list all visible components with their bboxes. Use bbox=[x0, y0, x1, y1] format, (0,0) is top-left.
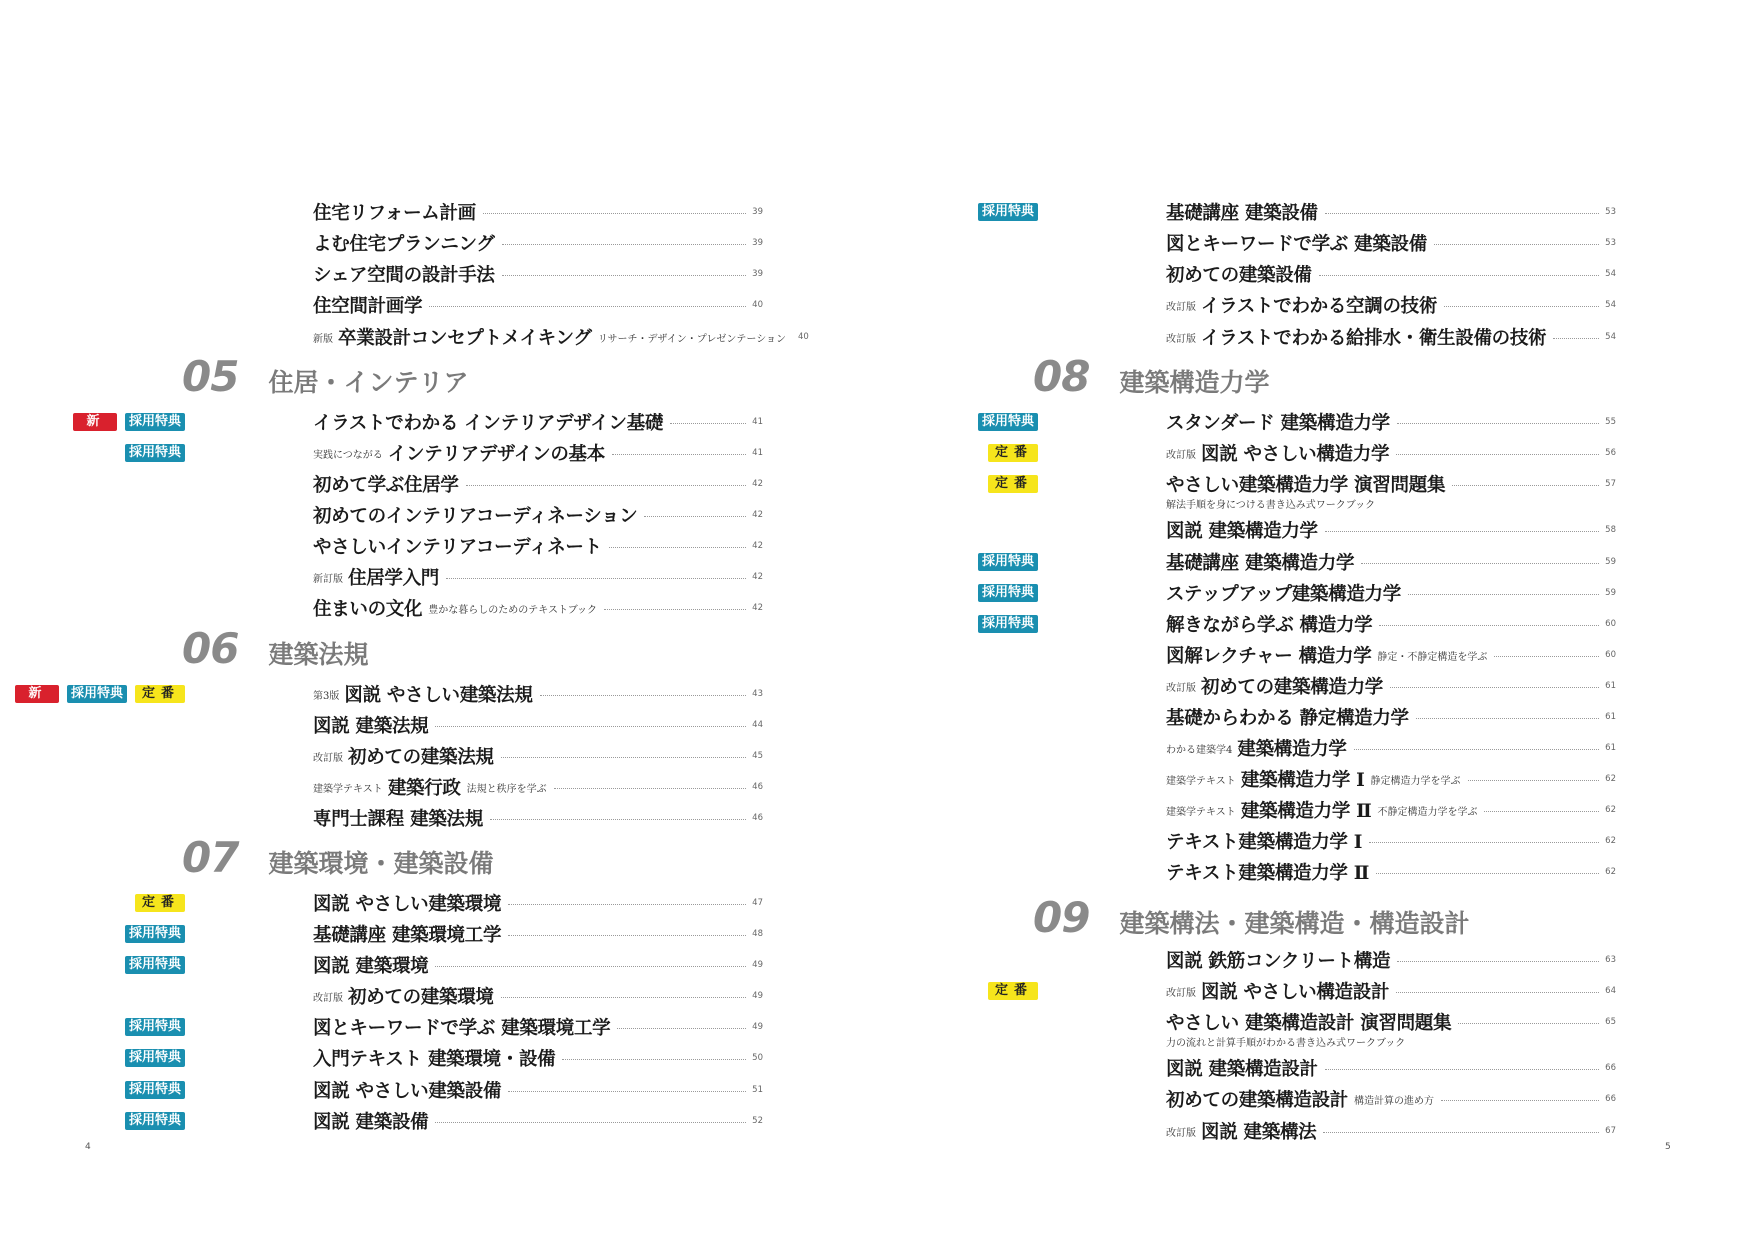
page-ref: 57 bbox=[1605, 479, 1616, 489]
page-ref: 43 bbox=[752, 689, 763, 699]
new-release-badge: 新刊 bbox=[73, 413, 117, 431]
toc-entry[interactable] bbox=[1166, 515, 1616, 545]
toc-entry[interactable] bbox=[313, 407, 763, 437]
edition-label: 実践につながる bbox=[313, 449, 383, 461]
dot-leader bbox=[490, 819, 746, 820]
dot-leader bbox=[501, 997, 746, 998]
toc-entry[interactable] bbox=[313, 438, 763, 468]
page-ref: 46 bbox=[752, 782, 763, 792]
book-title[interactable]: 建築構造力学 Ⅱ bbox=[1240, 801, 1372, 822]
book-title[interactable]: 図説 やさしい建築法規 bbox=[344, 685, 533, 706]
dot-leader bbox=[508, 1091, 746, 1092]
page-ref: 64 bbox=[1605, 986, 1616, 996]
book-title[interactable]: イラストでわかる空調の技術 bbox=[1201, 296, 1438, 317]
edition-label: 改訂版 bbox=[1166, 333, 1196, 345]
dot-leader bbox=[446, 578, 746, 579]
page-ref: 59 bbox=[1605, 588, 1616, 598]
edition-label: 改訂版 bbox=[1166, 987, 1196, 999]
badge-group bbox=[125, 438, 185, 468]
toc-entry[interactable] bbox=[1166, 733, 1616, 763]
dot-leader bbox=[1441, 1100, 1599, 1101]
page-ref: 53 bbox=[1605, 207, 1616, 217]
book-title[interactable]: やさしいインテリアコーディネート bbox=[313, 537, 602, 558]
page-ref: 63 bbox=[1605, 955, 1616, 965]
page-ref: 56 bbox=[1605, 448, 1616, 458]
dot-leader bbox=[435, 966, 746, 967]
book-title[interactable]: 図説 建築構法 bbox=[1201, 1122, 1317, 1143]
toc-entry[interactable] bbox=[313, 950, 763, 980]
page-ref: 50 bbox=[752, 1053, 763, 1063]
dot-leader bbox=[604, 609, 746, 610]
dot-leader bbox=[554, 788, 746, 789]
dot-leader bbox=[562, 1059, 746, 1060]
toc-entry[interactable] bbox=[313, 593, 763, 623]
adoption-benefit-badge: 採用特典 bbox=[978, 584, 1038, 602]
badge-group bbox=[125, 1075, 185, 1105]
toc-entry[interactable] bbox=[313, 469, 763, 499]
toc-entry[interactable] bbox=[1166, 976, 1616, 1006]
toc-entry[interactable] bbox=[313, 981, 763, 1011]
toc-entry[interactable] bbox=[313, 1075, 763, 1105]
dot-leader bbox=[435, 726, 746, 727]
book-title[interactable]: 建築構造力学 bbox=[1237, 739, 1347, 760]
book-title[interactable]: 基礎講座 建築環境工学 bbox=[313, 925, 502, 946]
toc-entry[interactable] bbox=[313, 500, 763, 530]
adoption-benefit-badge: 採用特典 bbox=[978, 413, 1038, 431]
book-title[interactable]: 図説 やさしい建築環境 bbox=[313, 894, 502, 915]
adoption-benefit-badge: 採用特典 bbox=[978, 553, 1038, 571]
dot-leader bbox=[1369, 842, 1599, 843]
standard-title-badge: 定番 bbox=[988, 444, 1038, 462]
toc-entry[interactable] bbox=[313, 562, 763, 592]
page-ref: 55 bbox=[1605, 417, 1616, 427]
dot-leader bbox=[1319, 275, 1599, 276]
book-title[interactable]: 入門テキスト 建築環境・設備 bbox=[313, 1049, 556, 1070]
page-ref: 65 bbox=[1605, 1017, 1616, 1027]
standard-title-badge: 定番 bbox=[135, 685, 185, 703]
book-subtitle: 法規と秩序を学ぶ bbox=[466, 783, 547, 795]
section-heading bbox=[182, 833, 493, 882]
book-title[interactable]: 図説 やさしい構造設計 bbox=[1201, 982, 1390, 1003]
toc-entry[interactable] bbox=[1166, 826, 1616, 856]
page-ref: 61 bbox=[1605, 743, 1616, 753]
edition-label: 改訂版 bbox=[1166, 449, 1196, 461]
book-title[interactable]: 図説 やさしい建築設備 bbox=[313, 1081, 502, 1102]
book-note: 解法手順を身につける書き込み式ワークブック bbox=[1166, 500, 1376, 511]
dot-leader bbox=[1323, 1132, 1599, 1133]
adoption-benefit-badge: 採用特典 bbox=[125, 444, 185, 462]
page-ref: 66 bbox=[1605, 1094, 1616, 1104]
book-title[interactable]: 卒業設計コンセプトメイキング bbox=[338, 328, 592, 349]
page-ref: 66 bbox=[1605, 1063, 1616, 1073]
section-title: 建築構造力学 bbox=[1119, 368, 1270, 397]
book-title[interactable]: 図とキーワードで学ぶ 建築環境工学 bbox=[313, 1018, 611, 1039]
toc-entry[interactable] bbox=[1166, 578, 1616, 608]
dot-leader bbox=[1325, 213, 1599, 214]
page-ref: 54 bbox=[1605, 332, 1616, 342]
book-title[interactable]: 初めての建築構造力学 bbox=[1201, 677, 1384, 698]
edition-label: 改訂版 bbox=[313, 992, 343, 1004]
book-subtitle: 構造計算の進め方 bbox=[1354, 1095, 1435, 1107]
dot-leader bbox=[429, 306, 746, 307]
section-heading bbox=[1033, 352, 1269, 401]
book-title[interactable]: テキスト建築構造力学 Ⅱ bbox=[1166, 863, 1370, 884]
toc-entry[interactable] bbox=[1166, 228, 1616, 258]
toc-entry[interactable] bbox=[1166, 945, 1616, 975]
page-ref: 60 bbox=[1605, 650, 1616, 660]
book-title[interactable]: 解きながら学ぶ 構造力学 bbox=[1166, 615, 1373, 636]
toc-entry[interactable] bbox=[1166, 438, 1616, 468]
book-title[interactable]: やさしい建築構造力学 演習問題集 bbox=[1166, 475, 1446, 496]
book-title[interactable]: 住空間計画学 bbox=[313, 296, 423, 317]
toc-entry[interactable] bbox=[313, 1012, 763, 1042]
page-ref: 40 bbox=[798, 332, 809, 342]
book-title[interactable]: 初めての建築構造設計 bbox=[1166, 1090, 1349, 1111]
page-ref: 62 bbox=[1605, 805, 1616, 815]
page-ref: 46 bbox=[752, 813, 763, 823]
toc-entry[interactable] bbox=[1166, 671, 1616, 701]
badge-group bbox=[125, 1012, 185, 1042]
toc-entry[interactable] bbox=[1166, 640, 1616, 670]
toc-entry[interactable] bbox=[1166, 795, 1616, 825]
badge-group bbox=[125, 950, 185, 980]
page-ref: 44 bbox=[752, 720, 763, 730]
dot-leader bbox=[466, 485, 746, 486]
badge-group bbox=[988, 469, 1038, 499]
edition-label: 改訂版 bbox=[313, 752, 343, 764]
page-ref: 53 bbox=[1605, 238, 1616, 248]
book-title[interactable]: 住宅リフォーム計画 bbox=[313, 203, 476, 224]
adoption-benefit-badge: 採用特典 bbox=[67, 685, 127, 703]
book-title[interactable]: 図説 建築環境 bbox=[313, 956, 429, 977]
adoption-benefit-badge: 採用特典 bbox=[125, 1049, 185, 1067]
dot-leader bbox=[612, 454, 746, 455]
book-title[interactable]: インテリアデザインの基本 bbox=[387, 444, 605, 465]
dot-leader bbox=[644, 516, 746, 517]
dot-leader bbox=[501, 757, 746, 758]
toc-entry[interactable] bbox=[313, 679, 763, 709]
badge-group bbox=[125, 1106, 185, 1136]
toc-entry[interactable] bbox=[313, 531, 763, 561]
page-ref: 51 bbox=[752, 1085, 763, 1095]
dot-leader bbox=[508, 935, 746, 936]
toc-entry[interactable] bbox=[1166, 469, 1616, 499]
book-subtitle: 豊かな暮らしのためのテキストブック bbox=[428, 604, 598, 616]
dot-leader bbox=[1361, 563, 1599, 564]
page-ref: 49 bbox=[752, 1022, 763, 1032]
badge-group bbox=[978, 547, 1038, 577]
badge-group bbox=[125, 919, 185, 949]
book-title[interactable]: イラストでわかる給排水・衛生設備の技術 bbox=[1201, 328, 1547, 349]
dot-leader bbox=[502, 244, 746, 245]
dot-leader bbox=[1553, 338, 1599, 339]
section-title: 住居・インテリア bbox=[268, 368, 469, 397]
page-ref: 59 bbox=[1605, 557, 1616, 567]
page-ref: 49 bbox=[752, 960, 763, 970]
page-ref: 42 bbox=[752, 603, 763, 613]
toc-entry[interactable] bbox=[1166, 764, 1616, 794]
book-title[interactable]: スタンダード 建築構造力学 bbox=[1166, 413, 1390, 434]
book-title[interactable]: イラストでわかる インテリアデザイン基礎 bbox=[313, 413, 664, 434]
dot-leader bbox=[1354, 749, 1599, 750]
adoption-benefit-badge: 採用特典 bbox=[125, 1081, 185, 1099]
toc-entry[interactable] bbox=[1166, 609, 1616, 639]
edition-label: 新版 bbox=[313, 333, 333, 345]
toc-entry[interactable] bbox=[313, 710, 763, 740]
edition-label: 建築学テキスト bbox=[1166, 775, 1236, 787]
section-heading bbox=[182, 624, 368, 673]
edition-label: 改訂版 bbox=[1166, 1127, 1196, 1139]
page-ref: 58 bbox=[1605, 525, 1616, 535]
page-ref: 39 bbox=[752, 269, 763, 279]
book-title[interactable]: 図説 鉄筋コンクリート構造 bbox=[1166, 951, 1391, 972]
toc-entry[interactable] bbox=[1166, 407, 1616, 437]
book-title[interactable]: 図説 建築構造設計 bbox=[1166, 1059, 1318, 1080]
book-title[interactable]: 図説 やさしい構造力学 bbox=[1201, 444, 1390, 465]
toc-entry[interactable] bbox=[1166, 547, 1616, 577]
dot-leader bbox=[435, 1122, 746, 1123]
page-ref: 60 bbox=[1605, 619, 1616, 629]
toc-entry[interactable] bbox=[313, 228, 763, 258]
badge-group bbox=[978, 197, 1038, 227]
edition-label: 新訂版 bbox=[313, 573, 343, 585]
toc-entry[interactable] bbox=[1166, 197, 1616, 227]
book-title[interactable]: 建築構造力学 Ⅰ bbox=[1240, 770, 1365, 791]
dot-leader bbox=[1397, 961, 1599, 962]
page-ref: 42 bbox=[752, 541, 763, 551]
adoption-benefit-badge: 採用特典 bbox=[978, 203, 1038, 221]
page-ref: 41 bbox=[752, 417, 763, 427]
book-title[interactable]: 住まいの文化 bbox=[313, 599, 423, 620]
dot-leader bbox=[1397, 423, 1599, 424]
adoption-benefit-badge: 採用特典 bbox=[125, 1112, 185, 1130]
page-ref: 47 bbox=[752, 898, 763, 908]
dot-leader bbox=[1325, 1069, 1599, 1070]
book-title[interactable]: シェア空間の設計手法 bbox=[313, 265, 495, 286]
edition-label: 第3版 bbox=[313, 690, 340, 702]
page-ref: 62 bbox=[1605, 867, 1616, 877]
page-ref: 62 bbox=[1605, 836, 1616, 846]
section-heading bbox=[1033, 893, 1469, 942]
dot-leader bbox=[508, 904, 746, 905]
book-title[interactable]: 基礎講座 建築設備 bbox=[1166, 203, 1318, 224]
book-title[interactable]: 住居学入門 bbox=[348, 568, 440, 589]
book-subtitle: 不静定構造力学を学ぶ bbox=[1377, 806, 1478, 818]
section-number: 05 bbox=[182, 352, 239, 401]
toc-entry[interactable] bbox=[313, 741, 763, 771]
badge-group bbox=[15, 679, 185, 719]
page-ref: 45 bbox=[752, 751, 763, 761]
edition-label: 改訂版 bbox=[1166, 682, 1196, 694]
toc-entry[interactable] bbox=[313, 290, 763, 320]
badge-group bbox=[988, 438, 1038, 468]
page-ref: 54 bbox=[1605, 300, 1616, 310]
toc-entry[interactable] bbox=[313, 322, 809, 352]
dot-leader bbox=[670, 423, 746, 424]
dot-leader bbox=[1376, 873, 1599, 874]
edition-label: わかる建築学4 bbox=[1166, 744, 1233, 756]
dot-leader bbox=[1390, 687, 1599, 688]
dot-leader bbox=[502, 275, 746, 276]
toc-entry[interactable] bbox=[1166, 702, 1616, 732]
page-ref: 67 bbox=[1605, 1126, 1616, 1136]
page-ref: 52 bbox=[752, 1116, 763, 1126]
dot-leader bbox=[1494, 656, 1599, 657]
section-title: 建築法規 bbox=[268, 640, 369, 669]
toc-entry[interactable] bbox=[1166, 259, 1616, 289]
page-ref: 48 bbox=[752, 929, 763, 939]
edition-label: 改訂版 bbox=[1166, 301, 1196, 313]
dot-leader bbox=[1325, 531, 1599, 532]
badge-group bbox=[978, 578, 1038, 608]
book-title[interactable]: 図説 建築構造力学 bbox=[1166, 521, 1318, 542]
page-ref: 54 bbox=[1605, 269, 1616, 279]
toc-entry[interactable] bbox=[1166, 322, 1616, 352]
section-number: 06 bbox=[182, 624, 239, 673]
toc-entry[interactable] bbox=[313, 888, 763, 918]
section-title: 建築構法・建築構造・構造設計 bbox=[1119, 909, 1470, 938]
section-number: 08 bbox=[1033, 352, 1090, 401]
section-heading bbox=[182, 352, 468, 401]
adoption-benefit-badge: 採用特典 bbox=[978, 615, 1038, 633]
book-subtitle: 静定構造力学を学ぶ bbox=[1370, 775, 1461, 787]
page-ref: 61 bbox=[1605, 681, 1616, 691]
dot-leader bbox=[1484, 811, 1599, 812]
badge-group bbox=[135, 888, 185, 918]
page-ref: 40 bbox=[752, 300, 763, 310]
page-ref: 39 bbox=[752, 238, 763, 248]
badge-group bbox=[73, 407, 185, 447]
toc-entry[interactable] bbox=[1166, 1116, 1616, 1146]
toc-entry[interactable] bbox=[1166, 1084, 1616, 1114]
page-number-right: 5 bbox=[1665, 1142, 1671, 1152]
dot-leader bbox=[540, 695, 746, 696]
toc-entry[interactable] bbox=[313, 1043, 763, 1073]
book-title[interactable]: 初めてのインテリアコーディネーション bbox=[313, 506, 638, 527]
page-number-left: 4 bbox=[85, 1142, 91, 1152]
dot-leader bbox=[483, 213, 746, 214]
dot-leader bbox=[1379, 625, 1599, 626]
standard-title-badge: 定番 bbox=[988, 982, 1038, 1000]
book-title[interactable]: 図説 建築法規 bbox=[313, 716, 429, 737]
page-ref: 42 bbox=[752, 572, 763, 582]
edition-label: 建築学テキスト bbox=[1166, 806, 1236, 818]
dot-leader bbox=[609, 547, 746, 548]
book-title[interactable]: 基礎からわかる 静定構造力学 bbox=[1166, 708, 1409, 729]
book-title[interactable]: 初めての建築設備 bbox=[1166, 265, 1312, 286]
toc-entry[interactable] bbox=[313, 772, 763, 802]
dot-leader bbox=[1452, 485, 1599, 486]
book-title[interactable]: 初めて学ぶ住居学 bbox=[313, 475, 459, 496]
page-ref: 49 bbox=[752, 991, 763, 1001]
badge-group bbox=[978, 407, 1038, 437]
book-title[interactable]: 専門士課程 建築法規 bbox=[313, 809, 483, 830]
dot-leader bbox=[1416, 718, 1599, 719]
toc-entry[interactable] bbox=[1166, 290, 1616, 320]
book-title[interactable]: ステップアップ建築構造力学 bbox=[1166, 584, 1401, 605]
badge-group bbox=[978, 609, 1038, 639]
toc-entry[interactable] bbox=[313, 1106, 763, 1136]
dot-leader bbox=[1396, 454, 1599, 455]
edition-label: 建築学テキスト bbox=[313, 783, 383, 795]
adoption-benefit-badge: 採用特典 bbox=[125, 1018, 185, 1036]
badge-group bbox=[988, 976, 1038, 1006]
dot-leader bbox=[1444, 306, 1599, 307]
toc-entry[interactable] bbox=[313, 803, 763, 833]
book-title[interactable]: 建築行政 bbox=[387, 778, 461, 799]
section-number: 09 bbox=[1033, 893, 1090, 942]
dot-leader bbox=[1468, 780, 1599, 781]
book-note: 力の流れと計算手順がわかる書き込み式ワークブック bbox=[1166, 1038, 1406, 1049]
book-title[interactable]: 図説 建築設備 bbox=[313, 1112, 429, 1133]
page-ref: 62 bbox=[1605, 774, 1616, 784]
toc-entry[interactable] bbox=[313, 197, 763, 227]
dot-leader bbox=[1396, 992, 1599, 993]
toc-entry[interactable] bbox=[1166, 1007, 1616, 1037]
page-ref: 42 bbox=[752, 479, 763, 489]
page-ref: 41 bbox=[752, 448, 763, 458]
toc-entry[interactable] bbox=[1166, 857, 1616, 887]
standard-title-badge: 定番 bbox=[135, 894, 185, 912]
page-ref: 42 bbox=[752, 510, 763, 520]
dot-leader bbox=[1408, 594, 1599, 595]
page-ref: 39 bbox=[752, 207, 763, 217]
badge-group bbox=[125, 1043, 185, 1073]
book-title[interactable]: 初めての建築環境 bbox=[348, 987, 494, 1008]
book-title[interactable]: 図解レクチャー 構造力学 bbox=[1166, 646, 1372, 667]
adoption-benefit-badge: 採用特典 bbox=[125, 925, 185, 943]
book-subtitle: 静定・不静定構造を学ぶ bbox=[1377, 651, 1488, 663]
dot-leader bbox=[1434, 244, 1599, 245]
book-title[interactable]: 基礎講座 建築構造力学 bbox=[1166, 553, 1355, 574]
toc-entry[interactable] bbox=[313, 919, 763, 949]
book-title[interactable]: よむ住宅プランニング bbox=[313, 234, 495, 255]
section-title: 建築環境・建築設備 bbox=[268, 849, 494, 878]
book-title[interactable]: やさしい 建築構造設計 演習問題集 bbox=[1166, 1013, 1452, 1034]
section-number: 07 bbox=[182, 833, 239, 882]
dot-leader bbox=[617, 1028, 746, 1029]
toc-entry[interactable] bbox=[1166, 1053, 1616, 1083]
book-title[interactable]: テキスト建築構造力学 Ⅰ bbox=[1166, 832, 1363, 853]
toc-entry[interactable] bbox=[313, 259, 763, 289]
book-subtitle: リサーチ・デザイン・プレゼンテーション bbox=[597, 333, 787, 345]
adoption-benefit-badge: 採用特典 bbox=[125, 413, 185, 431]
adoption-benefit-badge: 採用特典 bbox=[125, 956, 185, 974]
book-title[interactable]: 図とキーワードで学ぶ 建築設備 bbox=[1166, 234, 1427, 255]
page-ref: 61 bbox=[1605, 712, 1616, 722]
book-title[interactable]: 初めての建築法規 bbox=[348, 747, 494, 768]
standard-title-badge: 定番 bbox=[988, 475, 1038, 493]
new-release-badge: 新刊 bbox=[15, 685, 59, 703]
dot-leader bbox=[1458, 1023, 1599, 1024]
